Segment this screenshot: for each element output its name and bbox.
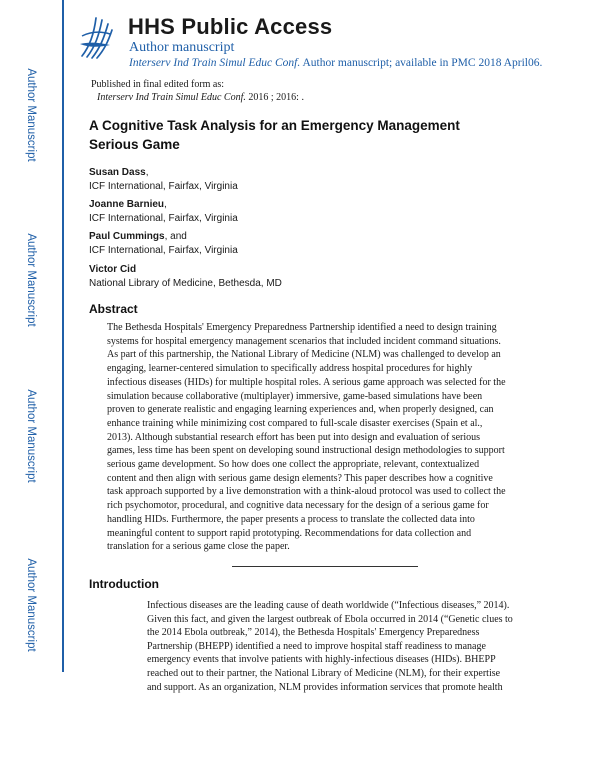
author-separator: , and (164, 231, 187, 242)
author-affiliation: National Library of Medicine, Bethesda, MD (89, 278, 282, 289)
author-affiliation: ICF International, Fairfax, Virginia (89, 213, 238, 224)
paper-title: A Cognitive Task Analysis for an Emergency Management Serious Game (89, 118, 460, 152)
author-entry (89, 230, 238, 258)
author-separator: , (145, 167, 149, 178)
citation-details: 2016 ; 2016: . (245, 92, 304, 103)
author-separator: , (164, 199, 167, 210)
introduction-paragraph: Infectious diseases are the leading cause of death worldwide (“Infectious diseases,” 2014). Given this fact, and given the largest outbreak of Ebola occurred in 2014 (“Genetic clues to the 2014 Ebola outbreak,” 2014), the Bethesda Hospitals' Emergency Preparedness Partnership (BHEPP) identified a need to improve hospital staff readiness to manage emergency events that involve patients with highly-infectious diseases (HIDs). BHEPP reached out to their partner, the National Library of Medicine (NLM), for their expertise and support. As an organization, NLM provides information services that promote health (147, 600, 513, 693)
journal-name: Interserv Ind Train Simul Educ Conf. (129, 57, 301, 69)
author-entry (89, 166, 238, 194)
author-manuscript-label: Author manuscript (129, 40, 235, 55)
publication-citation (97, 92, 304, 103)
author-name: Joanne Barnieu (89, 199, 165, 210)
author-manuscript-sidebar: Author Manuscript Author Manuscript Author Manuscript Author Manuscript (25, 68, 37, 652)
introduction-heading: Introduction (89, 577, 159, 591)
author-name: Victor Cid (89, 264, 137, 275)
hhs-public-access-title: HHS Public Access (128, 14, 333, 39)
hhs-eagle-logo (76, 12, 116, 60)
abstract-divider (232, 566, 418, 567)
author-entry (89, 198, 238, 226)
citation-journal: Interserv Ind Train Simul Educ Conf. (97, 92, 246, 103)
journal-availability-line (129, 57, 542, 69)
author-affiliation: ICF International, Fairfax, Virginia (89, 245, 238, 256)
author-entry (89, 263, 282, 291)
sidebar-divider (62, 0, 64, 672)
abstract-heading: Abstract (89, 302, 138, 316)
author-affiliation: ICF International, Fairfax, Virginia (89, 181, 238, 192)
published-label: Published in final edited form as: (91, 79, 225, 90)
abstract-paragraph: The Bethesda Hospitals' Emergency Preparedness Partnership identified a need to design training systems for hospital emergency management scenarios that included incident command situations. As part of this partnership, the National Library of Medicine (NLM) was challenged to develop an engaging, learner-centered simulation to specifically address hospital procedures for highly infectious diseases (HIDs) for multiple hospital roles. A serious game approach was selected for the simulation because collaborative (multiplayer) immersive, game-based simulations have been proven to generate realistic and engaging learning experiences and, when properly designed, can enhance training while minimizing cost compared to full-scale disaster exercises (Spain et al., 2013). Although substantial research effort has been put into design and evaluation of serious games, less time has been spent on developing sound instructional design methodologies to support serious game development. So how does one collect the appropriate, relevant, contextualized content and then align with serious game design elements? This paper describes how a cognitive task approach supported by a live demonstration with a think-aloud protocol was used to collect the rich psychomotor, procedural, and cognitive data necessary for the design of a serious game for handling HIDs. Furthermore, the paper presents a process to translate the collected data into meaningful content to support rapid prototyping. Recommendations for data collection and translation for a serious game close the paper. (107, 322, 506, 553)
author-name: Susan Dass (89, 167, 146, 178)
availability-text: Author manuscript; available in PMC 2018 April06. (300, 57, 543, 69)
author-name: Paul Cummings (89, 231, 165, 242)
